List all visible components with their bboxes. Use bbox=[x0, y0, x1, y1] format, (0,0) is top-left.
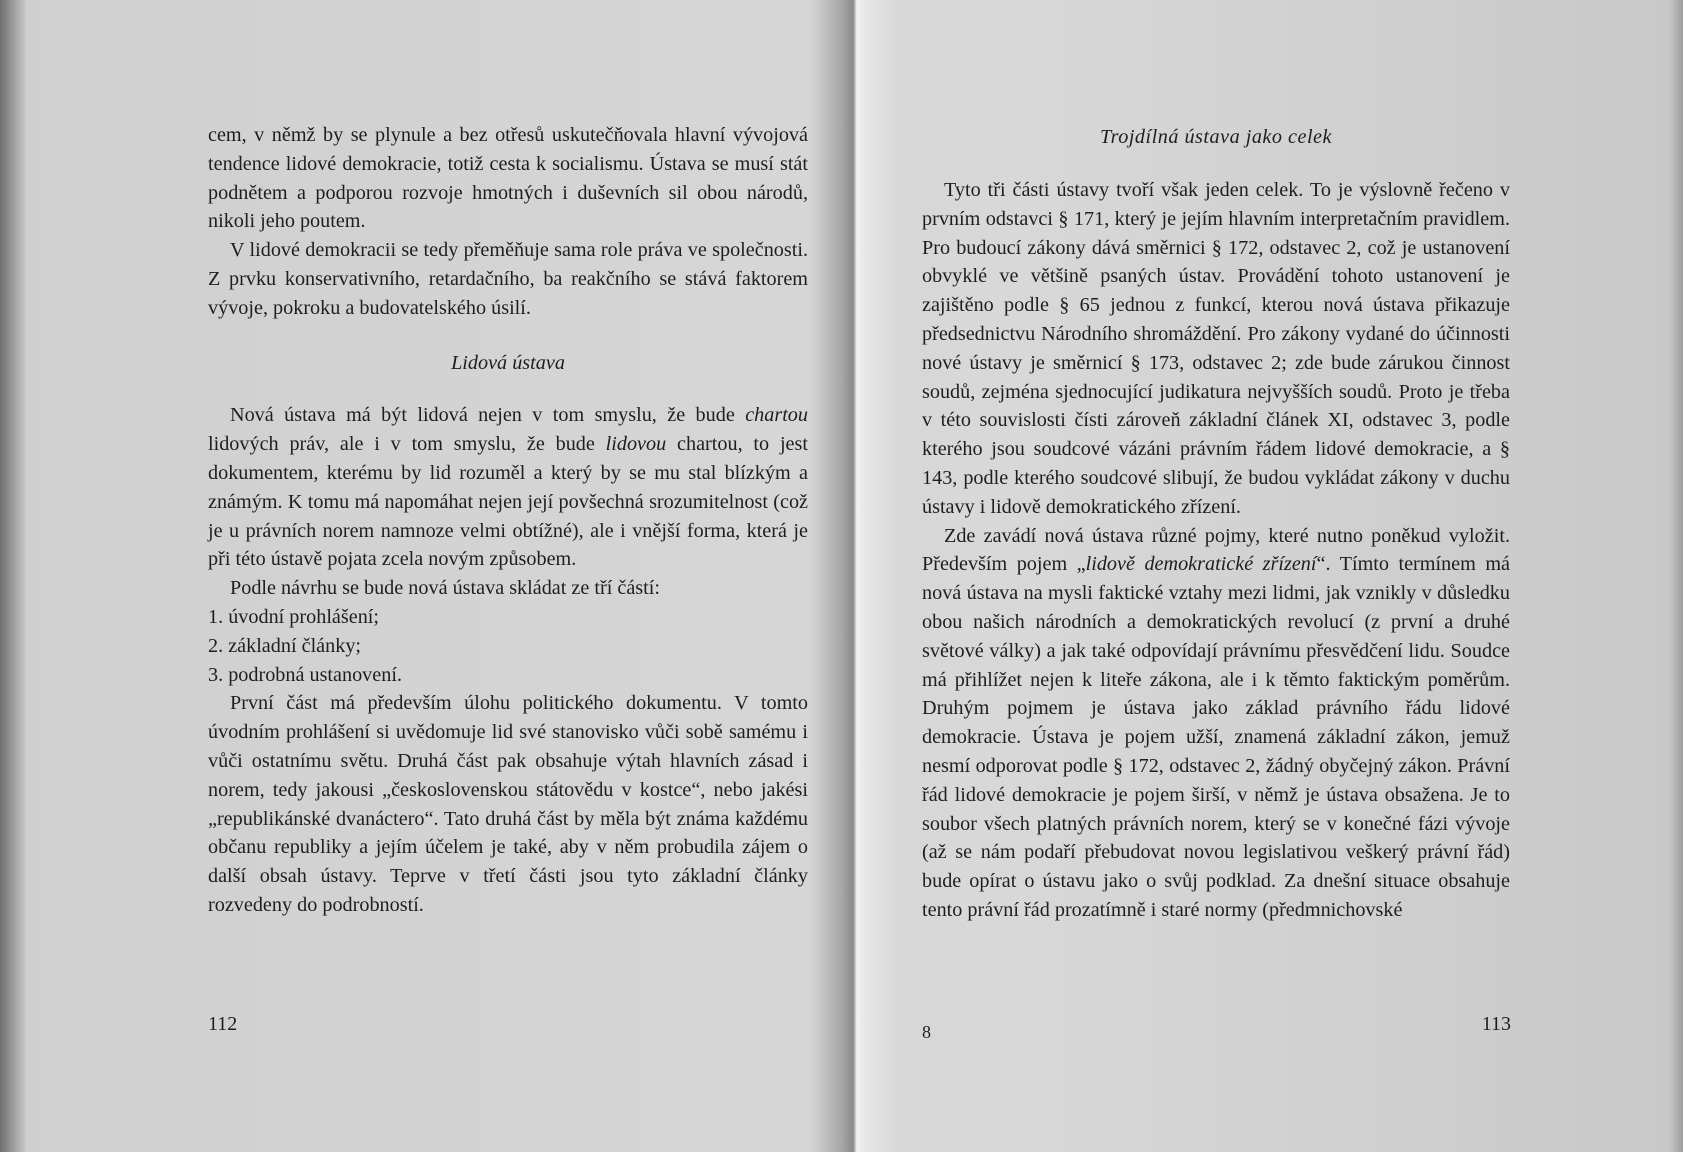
paragraph: První část má především úlohu politického dokumentu. V tomto úvodním prohlášení si uvědomuje lid své stanovisko vůči sobě samému i vůči ostatnímu světu. Druhá část pak obsahuje výtah hlavních zásad i norem, tedy jakousi „československou státovědu v kostce“, nebo jakési „republikánské dvanáctero“. Tato druhá část by měla být známa každému občanu republiky a jejím účelem je také, aby v něm probudila zájem o další obsah ústavy. Teprve v třetí části jsou tyto základní články rozvedeny do podrobností. bbox=[208, 692, 808, 916]
running-head: Trojdílná ústava jako celek bbox=[1100, 126, 1332, 148]
paragraph: Podle návrhu se bude nová ústava skládat ze tří částí: bbox=[230, 577, 660, 600]
paragraph: V lidové demokracii se tedy přeměňuje sama role práva ve společnosti. Z prvku konservativního, retardačního, ba reakčního se stává faktorem vývoje, pokroku a budovatelského úsilí. bbox=[208, 239, 808, 319]
paragraph: cem, v němž by se plynule a bez otřesů uskutečňovala hlavní vývojová tendence lidové demokracie, totiž cesta k socialismu. Ústava se musí stát podnětem a podporou rozvoje hmotných i duševních sil obou národů, nikoli jeho poutem. bbox=[208, 124, 808, 233]
page-edge-left bbox=[0, 0, 26, 1152]
italic-term: lidově demokratické zřízení bbox=[1085, 553, 1317, 576]
paragraph bbox=[208, 401, 808, 574]
right-page-text bbox=[922, 176, 1510, 925]
page-number: 113 bbox=[1481, 1013, 1511, 1035]
italic-term: lidovou bbox=[605, 433, 667, 456]
text-run: chartou, to jest dokumentem, kterému by lid rozuměl a který by se mu stal blízkým a známým. K tomu má napomáhat nejen její povšechná srozumitelnost (což je u právních norem namnoze velmi obtížné), ale i vnější forma, která je při této ústavě pojata zcela novým způsobem. bbox=[208, 433, 808, 571]
left-page-text bbox=[208, 121, 808, 920]
page-number: 112 bbox=[208, 1013, 238, 1035]
text-run: Nová ústava má být lidová nejen v tom smyslu, že bude bbox=[230, 404, 746, 427]
list-item: 3. podrobná ustanovení. bbox=[208, 663, 402, 686]
list-item: 1. úvodní prohlášení; bbox=[208, 605, 380, 628]
paragraph bbox=[922, 522, 1510, 925]
list-item: 2. základní články; bbox=[208, 634, 362, 657]
page-edge-right bbox=[1669, 0, 1683, 1152]
text-run: Zde zavádí nová ústava různé pojmy, které nutno poněkud vyložit. Především pojem „ bbox=[922, 524, 1510, 576]
book-gutter bbox=[810, 0, 900, 1152]
section-heading: Lidová ústava bbox=[451, 351, 565, 374]
right-page bbox=[900, 0, 1669, 1152]
text-run: “. Tímto termínem má nová ústava na mysli faktické vztahy mezi lidmi, jak vznikly v důsledku obou našich národních a demokratických revolucí (z první a druhé světové války) a jak také odpovídají právnímu přesvědčení lidu. Soudce má přihlížet nejen k liteře zákona, ale i k těmto faktickým poměrům. Druhým pojmem je ústava jako základ právního řádu lidové demokracie. Ústava je pojem užší, znamená základní zákon, jemuž nesmí odporovat podle § 172, odstavec 2, žádný obyčejný zákon. Právní řád lidové demokracie je pojem širší, v němž je ústava obsažena. Je to soubor všech platných právních norem, který se v konečné fázi vývoje (až se nám podaří přebudovat novou legislativou veškerý právní řád) bude opírat o ústavu jako o svůj podklad. Za dnešní situace obsahuje tento právní řád prozatímně i staré normy (předmnichovské bbox=[922, 553, 1510, 921]
signature-mark: 8 bbox=[922, 1022, 931, 1042]
paragraph: Tyto tři části ústavy tvoří však jeden celek. To je výslovně řečeno v prvním odstavci § 171, který je jejím hlavním interpretačním pravidlem. Pro budoucí zákony dává směrnici § 172, odstavec 2, což je ustanovení obvyklé ve většině psaných ústav. Provádění tohoto ustanovení je zajištěno podle § 65 jednou z funkcí, kterou nová ústava přikazuje předsednictvu Národního shromáždění. Pro zákony vydané do účinnosti nové ústavy je směrnicí § 173, odstavec 2; zde bude zárukou činnost soudů, zejména sjednocující judikatura nejvyšších soudů. Proto je třeba v této souvislosti čísti zároveň základní článek XI, odstavec 3, podle kterého jsou soudcové vázáni právním řádem lidové demokracie, a § 143, podle kterého soudcové slibují, že budou vykládat zákony v duchu ústavy i lidově demokratického zřízení. bbox=[922, 179, 1510, 518]
left-page bbox=[26, 0, 810, 1152]
italic-term: chartou bbox=[745, 404, 808, 427]
text-run: lidových práv, ale i v tom smyslu, že bude bbox=[208, 433, 606, 456]
